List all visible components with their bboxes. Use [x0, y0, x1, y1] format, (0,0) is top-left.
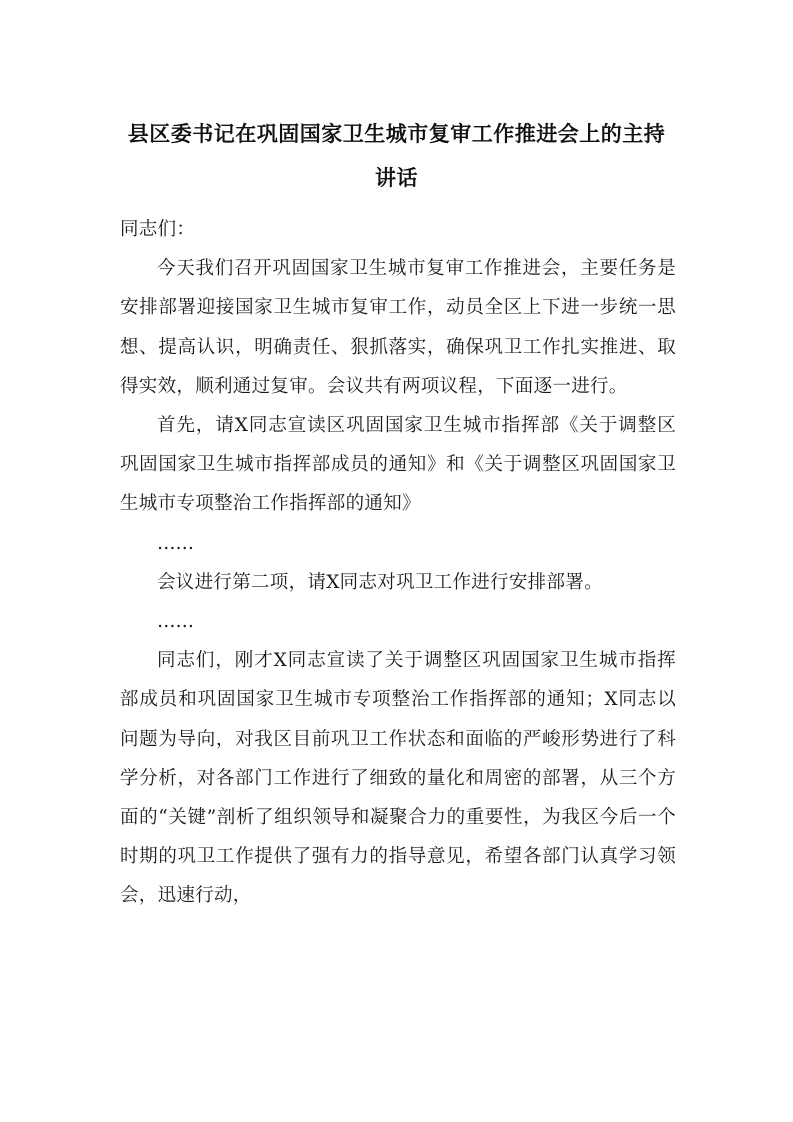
paragraph-first-agenda: 首先，请X同志宣读区巩固国家卫生城市指挥部《关于调整区巩固国家卫生城市指挥部成员的通知》和《关于调整区巩固国家卫生城市专项整治工作指挥部的通知》	[120, 415, 676, 515]
salutation: 同志们：	[120, 219, 196, 240]
title-line-2: 讲话	[375, 166, 418, 190]
paragraph-opening: 今天我们召开巩固国家卫生城市复审工作推进会，主要任务是安排部署迎接国家卫生城市复审工作，动员全区上下进一步统一思想、提高认识，明确责任、狠抓落实，确保巩卫工作扎实推进、取得实效，顺利通过复审。会议共有两项议程，下面逐一进行。	[120, 258, 676, 397]
ellipsis-1: ……	[157, 532, 194, 554]
paragraph-second-agenda: 会议进行第二项，请X同志对巩卫工作进行安排部署。	[157, 571, 603, 593]
paragraph-summary: 同志们，刚才X同志宣读了关于调整区巩固国家卫生城市指挥部成员和巩固国家卫生城市专项整治工作指挥部的通知；X同志以问题为导向，对我区目前巩卫工作状态和面临的严峻形势进行了科学分析，对各部门工作进行了细致的量化和周密的部署，从三个方面的“关键”剖析了组织领导和凝聚合力的重要性，为我区今后一个时期的巩卫工作提供了强有力的指导意见，希望各部门认真学习领会，迅速行动，	[120, 650, 676, 907]
title-line-1: 县区委书记在巩固国家卫生城市复审工作推进会上的主持	[127, 122, 666, 146]
ellipsis-2: ……	[157, 611, 194, 633]
document-title	[118, 112, 675, 200]
document-body	[120, 210, 676, 916]
